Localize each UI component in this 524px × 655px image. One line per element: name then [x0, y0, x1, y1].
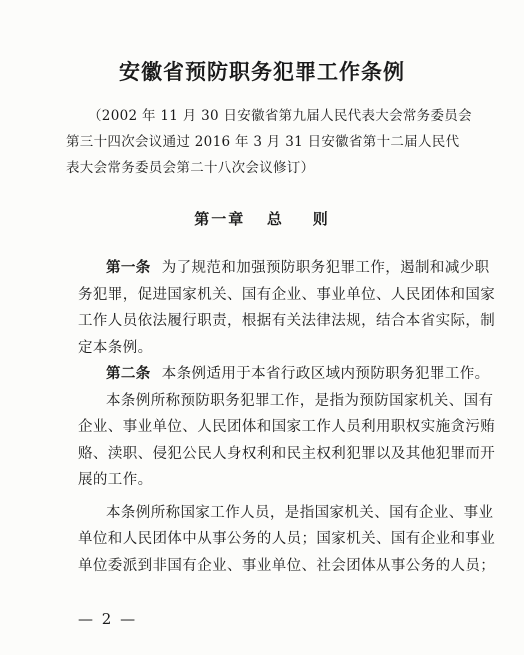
- article-2-label: 第二条: [106, 366, 151, 382]
- document-body: [78, 255, 498, 579]
- adoption-note-line: 表大会常务委员会第二十八次会议修订）: [66, 160, 315, 176]
- article-2-para2-line: 企业、事业单位、人民团体和国家工作人员利用职权实施贪污贿: [78, 419, 496, 435]
- article-1-line: 工作人员依法履行职责，根据有关法律法规，结合本省实际，制: [78, 313, 496, 329]
- article-2-para3-line: 单位委派到非国有企业、事业单位、社会团体从事公务的人员；: [78, 557, 496, 574]
- article-2-para2-line: 赂、渎职、侵犯公民人身权利和民主权利犯罪以及其他犯罪而开: [78, 445, 496, 462]
- article-1-line: 定本条例。: [78, 339, 153, 356]
- article-2-para2-line: 展的工作。: [78, 472, 153, 488]
- page-number: — 2 —: [78, 610, 138, 628]
- article-1-label: 第一条: [106, 260, 151, 276]
- article-1-text: 为了规范和加强预防职务犯罪工作，遏制和减少职: [161, 260, 490, 276]
- article-1-first-line: [106, 255, 498, 282]
- article-2-first-line: [106, 361, 498, 388]
- chapter-heading: 第一章 总 则: [194, 210, 330, 228]
- document-title: 安徽省预防职务犯罪工作条例: [119, 60, 405, 84]
- adoption-note: [66, 103, 478, 181]
- article-2-para2-line: 本条例所称预防职务犯罪工作，是指为预防国家机关、国有: [106, 392, 494, 409]
- adoption-note-line: （2002 年 11 月 30 日安徽省第九届人民代表大会常务委员会: [88, 108, 472, 124]
- article-2-para3-line: 单位和人民团体中从事公务的人员；国家机关、国有企业和事业: [78, 531, 496, 547]
- article-2-para3-line: 本条例所称国家工作人员，是指国家机关、国有企业、事业: [106, 504, 494, 521]
- article-1-line: 务犯罪，促进国家机关、国有企业、事业单位、人民团体和国家: [78, 286, 496, 303]
- adoption-note-line: 第三十四次会议通过 2016 年 3 月 31 日安徽省第十二届人民代: [66, 134, 460, 150]
- article-2-text: 本条例适用于本省行政区域内预防职务犯罪工作。: [161, 366, 490, 382]
